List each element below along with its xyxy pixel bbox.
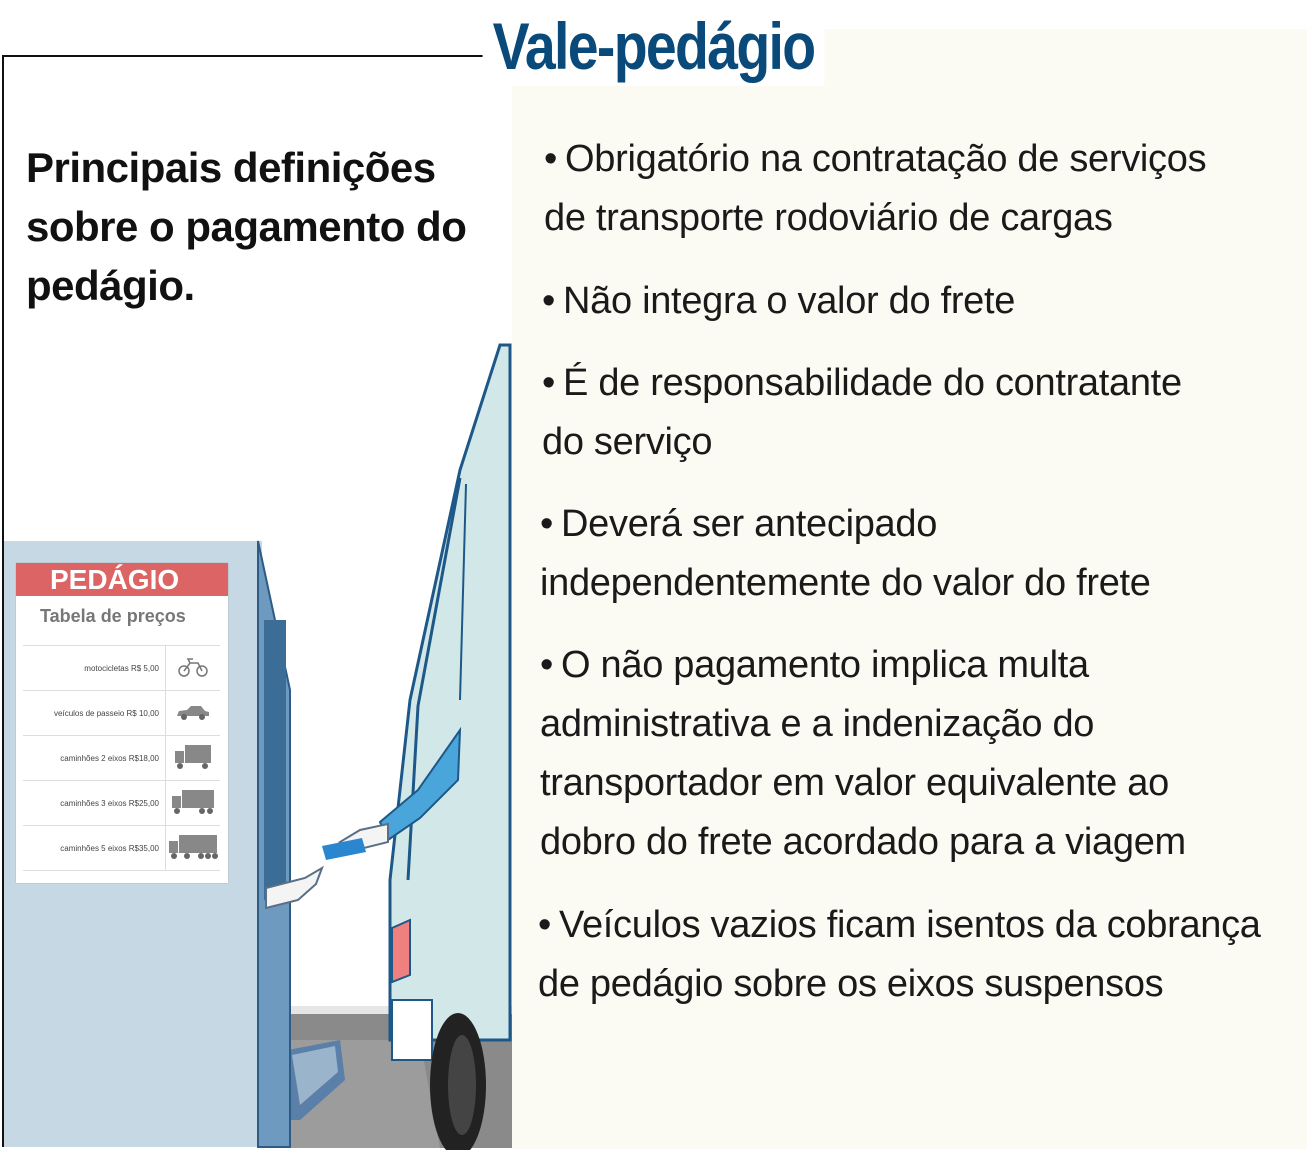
bullet-line: • É de responsabilidade do contratante xyxy=(542,362,1182,404)
price-row xyxy=(23,781,220,826)
title-container xyxy=(0,6,1308,86)
truck-tail-light xyxy=(392,920,410,982)
bullet-line: de transporte rodoviário de cargas xyxy=(544,197,1113,239)
bullet-line: • Deverá ser antecipado xyxy=(540,503,938,545)
car-icon xyxy=(166,691,221,736)
price-row xyxy=(23,646,220,691)
bullet-line: do serviço xyxy=(542,421,713,463)
subtitle: Principais definições sobre o pagamento do pedágio. xyxy=(26,144,467,309)
truck-3-axles-icon xyxy=(166,781,221,826)
bullet-dot: • xyxy=(540,503,554,545)
bullet-item xyxy=(540,495,1151,613)
bullet-line: independentemente do valor do frete xyxy=(540,562,1151,604)
price-sign xyxy=(16,563,228,883)
bullet-line: • Obrigatório na contratação de serviços xyxy=(544,138,1207,180)
truck-2-axles-icon xyxy=(166,736,221,781)
bullet-dot: • xyxy=(544,138,558,180)
motorcycle-icon xyxy=(166,646,221,691)
booth-window xyxy=(264,620,286,900)
bullet-item xyxy=(542,354,1182,472)
price-label: motocicletas R$ 5,00 xyxy=(23,646,166,691)
bullet-item xyxy=(542,272,1015,331)
bullet-line: • Veículos vazios ficam isentos da cobrança xyxy=(538,904,1261,946)
bullet-item xyxy=(544,130,1206,248)
sign-subtitle: Tabela de preços xyxy=(40,606,186,626)
info-panel xyxy=(512,29,1307,1149)
price-table xyxy=(23,645,220,871)
price-label: caminhões 3 eixos R$25,00 xyxy=(23,781,166,826)
bullet-item xyxy=(540,636,1186,872)
bullet-dot: • xyxy=(542,362,556,404)
bullet-dot: • xyxy=(540,644,554,686)
bullet-line: • O não pagamento implica multa xyxy=(540,644,1089,686)
price-label: caminhões 5 eixos R$35,00 xyxy=(23,826,166,871)
price-row xyxy=(23,736,220,781)
price-label: veículos de passeio R$ 10,00 xyxy=(23,691,166,736)
bullet-dot: • xyxy=(542,280,556,322)
truck-bumper xyxy=(392,1000,432,1060)
price-row xyxy=(23,826,220,871)
bullet-line: de pedágio sobre os eixos suspensos xyxy=(538,963,1164,1005)
price-row xyxy=(23,691,220,736)
bullet-line: administrativa e a indenização do xyxy=(540,703,1095,745)
bullet-item xyxy=(538,896,1261,1014)
truck-wheel-rim xyxy=(448,1035,476,1135)
bullet-line: dobro do frete acordado para a viagem xyxy=(540,821,1186,863)
bullet-dot: • xyxy=(538,904,552,946)
price-label: caminhões 2 eixos R$18,00 xyxy=(23,736,166,781)
truck-5-axles-icon xyxy=(166,826,221,871)
page-title: Vale-pedágio xyxy=(483,6,825,86)
bullet-line: • Não integra o valor do frete xyxy=(542,280,1016,322)
bullet-line: transportador em valor equivalente ao xyxy=(540,762,1169,804)
sign-header: PEDÁGIO xyxy=(16,563,228,596)
